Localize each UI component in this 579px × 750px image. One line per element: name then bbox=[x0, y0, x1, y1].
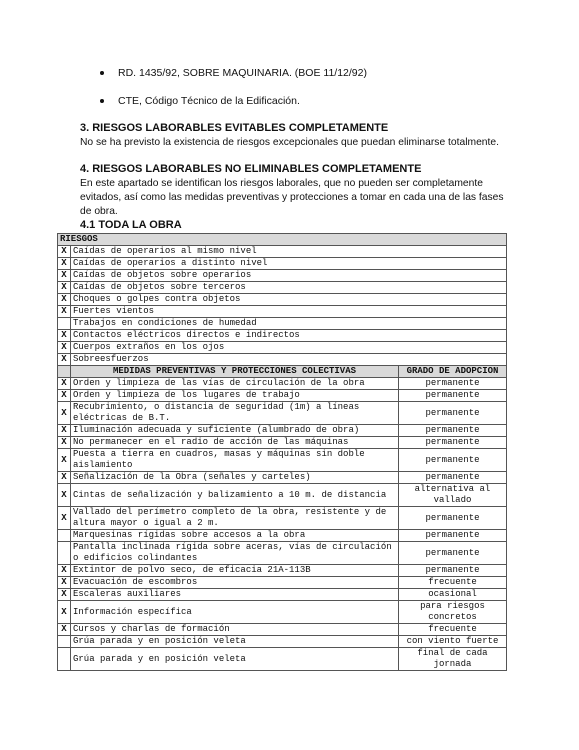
riesgo-text: Choques o golpes contra objetos bbox=[71, 294, 507, 306]
medida-mark: X bbox=[58, 589, 71, 601]
riesgo-text: Sobreesfuerzos bbox=[71, 354, 507, 366]
section-4-1-title: 4.1 TODA LA OBRA bbox=[80, 219, 182, 231]
riesgo-mark: X bbox=[58, 258, 71, 270]
medidas-header-row bbox=[58, 366, 507, 378]
bullet-text: CTE, Código Técnico de la Edificación. bbox=[118, 95, 300, 107]
riesgo-text: Caídas de objetos sobre terceros bbox=[71, 282, 507, 294]
medida-mark: X bbox=[58, 624, 71, 636]
medida-text: Señalización de la Obra (señales y carteles) bbox=[71, 472, 399, 484]
medida-grado: ocasional bbox=[398, 589, 506, 601]
medida-row bbox=[58, 390, 507, 402]
medida-mark: X bbox=[58, 507, 71, 530]
riesgo-mark bbox=[58, 318, 71, 330]
riesgo-mark: X bbox=[58, 282, 71, 294]
medida-row bbox=[58, 530, 507, 542]
medida-text: Iluminación adecuada y suficiente (alumbrado de obra) bbox=[71, 425, 399, 437]
medida-grado: con viento fuerte bbox=[398, 636, 506, 648]
medida-mark: X bbox=[58, 601, 71, 624]
riesgo-text: Fuertes vientos bbox=[71, 306, 507, 318]
medida-text: Cursos y charlas de formación bbox=[71, 624, 399, 636]
medida-row bbox=[58, 601, 507, 624]
medida-grado: alternativa al vallado bbox=[398, 484, 506, 507]
bullet-text: RD. 1435/92, SOBRE MAQUINARIA. (BOE 11/12/92) bbox=[118, 67, 367, 79]
bullet-item bbox=[96, 64, 536, 92]
section-4-text: En este apartado se identifican los riesgos laborales, que no pueden ser completamente evitados, así como las medidas preventivas y protecciones a tomar en cada una de las fases de obra. bbox=[80, 178, 504, 217]
riesgo-row bbox=[58, 258, 507, 270]
medida-row bbox=[58, 402, 507, 425]
section-3-text: No se ha previsto la existencia de riesgos excepcionales que puedan eliminarse totalmente. bbox=[80, 137, 499, 148]
medida-grado: permanente bbox=[398, 507, 506, 530]
medida-grado: para riesgos concretos bbox=[398, 601, 506, 624]
medida-mark bbox=[58, 636, 71, 648]
medida-grado: permanente bbox=[398, 449, 506, 472]
medida-text: Vallado del perímetro completo de la obra, resistente y de altura mayor o igual a 2 m. bbox=[71, 507, 399, 530]
medida-text: Orden y limpieza de los lugares de trabajo bbox=[71, 390, 399, 402]
riesgo-mark: X bbox=[58, 330, 71, 342]
medida-mark: X bbox=[58, 565, 71, 577]
medida-mark bbox=[58, 530, 71, 542]
riesgos-header-row bbox=[58, 234, 507, 246]
medida-row bbox=[58, 425, 507, 437]
medida-text: Grúa parada y en posición veleta bbox=[71, 636, 399, 648]
bullet-dot-icon bbox=[100, 71, 104, 75]
medida-grado: permanente bbox=[398, 390, 506, 402]
riesgo-row bbox=[58, 330, 507, 342]
riesgo-row bbox=[58, 318, 507, 330]
medida-grado: permanente bbox=[398, 437, 506, 449]
riesgo-row bbox=[58, 282, 507, 294]
medida-grado: frecuente bbox=[398, 624, 506, 636]
medida-mark bbox=[58, 648, 71, 671]
riesgo-row bbox=[58, 306, 507, 318]
riesgo-mark: X bbox=[58, 246, 71, 258]
bullet-item bbox=[96, 92, 536, 120]
medida-grado: permanente bbox=[398, 542, 506, 565]
medida-text: Evacuación de escombros bbox=[71, 577, 399, 589]
riesgo-mark: X bbox=[58, 294, 71, 306]
medida-mark: X bbox=[58, 577, 71, 589]
medida-text: No permanecer en el radio de acción de las máquinas bbox=[71, 437, 399, 449]
riesgos-header: RIESGOS bbox=[58, 234, 507, 246]
medida-mark: X bbox=[58, 378, 71, 390]
medida-row bbox=[58, 624, 507, 636]
riesgo-row bbox=[58, 354, 507, 366]
medida-grado: permanente bbox=[398, 565, 506, 577]
riesgo-text: Caídas de objetos sobre operarios bbox=[71, 270, 507, 282]
riesgo-row bbox=[58, 294, 507, 306]
riesgo-mark: X bbox=[58, 342, 71, 354]
medida-text: Puesta a tierra en cuadros, masas y máquinas sin doble aislamiento bbox=[71, 449, 399, 472]
medida-text: Recubrimiento, o distancia de seguridad (1m) a líneas eléctricas de B.T. bbox=[71, 402, 399, 425]
riesgo-text: Caídas de operarios a distinto nivel bbox=[71, 258, 507, 270]
riesgo-text: Trabajos en condiciones de humedad bbox=[71, 318, 507, 330]
risk-table-grid bbox=[57, 233, 507, 671]
risk-table bbox=[57, 233, 507, 671]
medida-grado: permanente bbox=[398, 425, 506, 437]
medida-row bbox=[58, 484, 507, 507]
medida-mark: X bbox=[58, 449, 71, 472]
riesgo-text: Contactos eléctricos directos e indirectos bbox=[71, 330, 507, 342]
medida-row bbox=[58, 648, 507, 671]
medida-grado: permanente bbox=[398, 472, 506, 484]
medida-grado: final de cada jornada bbox=[398, 648, 506, 671]
grado-header: GRADO DE ADOPCION bbox=[398, 366, 506, 378]
medida-row bbox=[58, 589, 507, 601]
riesgo-mark: X bbox=[58, 354, 71, 366]
medida-text: Pantalla inclinada rígida sobre aceras, vías de circulación o edificios colindantes bbox=[71, 542, 399, 565]
medida-row bbox=[58, 378, 507, 390]
medida-row bbox=[58, 507, 507, 530]
riesgo-mark: X bbox=[58, 306, 71, 318]
medida-grado: permanente bbox=[398, 530, 506, 542]
bullet-list bbox=[96, 64, 536, 120]
riesgo-text: Caídas de operarios al mismo nivel bbox=[71, 246, 507, 258]
medida-row bbox=[58, 565, 507, 577]
medida-row bbox=[58, 542, 507, 565]
riesgo-mark: X bbox=[58, 270, 71, 282]
riesgo-row bbox=[58, 342, 507, 354]
bullet-dot-icon bbox=[100, 99, 104, 103]
medidas-header: MEDIDAS PREVENTIVAS Y PROTECCIONES COLECTIVAS bbox=[71, 366, 399, 378]
medida-text: Extintor de polvo seco, de eficacia 21A-113B bbox=[71, 565, 399, 577]
section-3-title: 3. RIESGOS LABORABLES EVITABLES COMPLETAMENTE bbox=[80, 122, 389, 134]
medida-mark: X bbox=[58, 472, 71, 484]
medida-text: Marquesinas rígidas sobre accesos a la obra bbox=[71, 530, 399, 542]
medida-mark: X bbox=[58, 390, 71, 402]
medidas-header-blank bbox=[58, 366, 71, 378]
section-4-title: 4. RIESGOS LABORABLES NO ELIMINABLES COMPLETAMENTE bbox=[80, 163, 422, 175]
medida-row bbox=[58, 472, 507, 484]
medida-row bbox=[58, 577, 507, 589]
medida-mark bbox=[58, 542, 71, 565]
medida-text: Información específica bbox=[71, 601, 399, 624]
medida-row bbox=[58, 437, 507, 449]
medida-mark: X bbox=[58, 402, 71, 425]
medida-mark: X bbox=[58, 484, 71, 507]
medida-row bbox=[58, 636, 507, 648]
medida-text: Escaleras auxiliares bbox=[71, 589, 399, 601]
medida-grado: frecuente bbox=[398, 577, 506, 589]
medida-grado: permanente bbox=[398, 402, 506, 425]
medida-grado: permanente bbox=[398, 378, 506, 390]
medida-mark: X bbox=[58, 425, 71, 437]
riesgo-text: Cuerpos extraños en los ojos bbox=[71, 342, 507, 354]
medida-row bbox=[58, 449, 507, 472]
riesgo-row bbox=[58, 246, 507, 258]
riesgo-row bbox=[58, 270, 507, 282]
medida-text: Grúa parada y en posición veleta bbox=[71, 648, 399, 671]
medida-text: Orden y limpieza de las vías de circulación de la obra bbox=[71, 378, 399, 390]
medida-text: Cintas de señalización y balizamiento a 10 m. de distancia bbox=[71, 484, 399, 507]
medida-mark: X bbox=[58, 437, 71, 449]
